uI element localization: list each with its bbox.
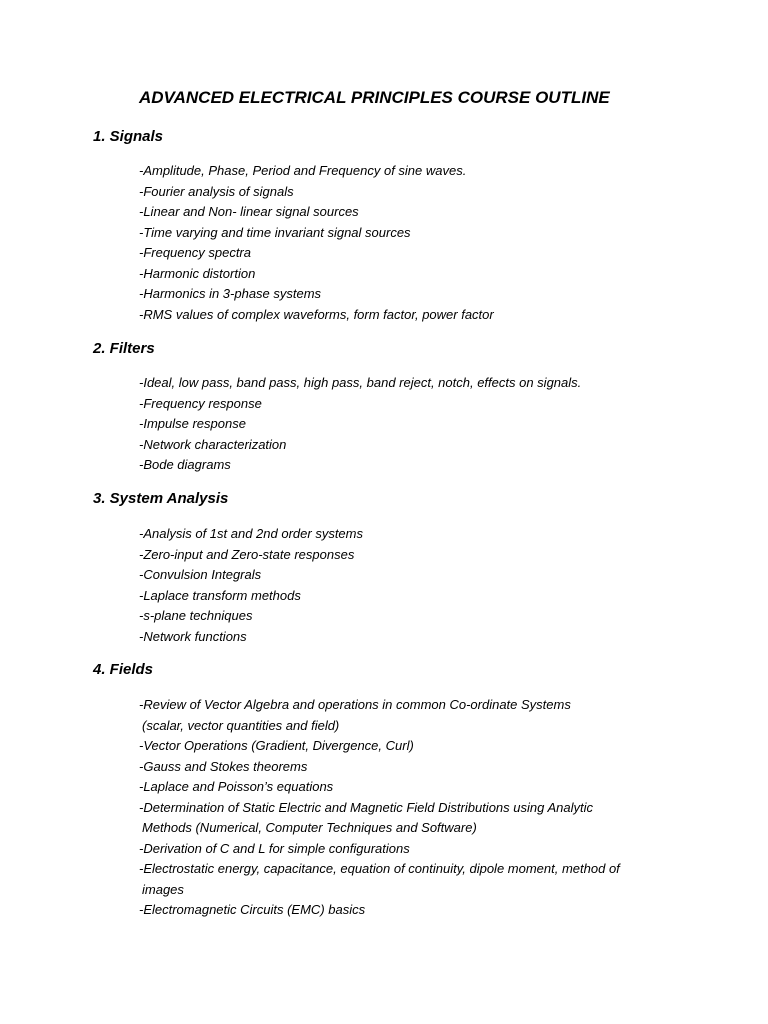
- list-item: -s-plane techniques: [139, 608, 253, 623]
- list-item: -Analysis of 1st and 2nd order systems: [139, 526, 363, 541]
- list-item: -Gauss and Stokes theorems: [139, 758, 308, 774]
- list-item: -Laplace and Poisson’s equations: [139, 779, 334, 794]
- list-item: -Network functions: [139, 628, 247, 644]
- list-item: -Vector Operations (Gradient, Divergence, Curl): [139, 738, 414, 753]
- list-item: -Electrostatic energy, capacitance, equation of continuity, dipole moment, method of: [139, 861, 620, 876]
- list-item: -Impulse response: [139, 416, 246, 431]
- list-item: -Laplace transform methods: [139, 587, 301, 603]
- section-heading-signals: 1. Signals: [93, 128, 164, 145]
- list-item: -Bode diagrams: [139, 457, 231, 472]
- list-item: -Harmonics in 3-phase systems: [139, 286, 322, 301]
- list-item: -Harmonic distortion: [139, 265, 256, 281]
- list-item: -Ideal, low pass, band pass, high pass, band reject, notch, effects on signals.: [139, 375, 582, 390]
- list-item: -Fourier analysis of signals: [139, 183, 294, 199]
- section-list-system-analysis: [139, 524, 363, 647]
- list-item-continuation: images: [142, 881, 184, 897]
- list-item: -Review of Vector Algebra and operations in common Co-ordinate Systems: [139, 697, 571, 712]
- list-item: -Electromagnetic Circuits (EMC) basics: [139, 902, 366, 917]
- section-heading-filters: 2. Filters: [93, 340, 155, 357]
- section-heading-system-analysis: 3. System Analysis: [93, 490, 229, 507]
- list-item-continuation: Methods (Numerical, Computer Techniques and Software): [142, 820, 477, 835]
- section-list-filters: [139, 373, 581, 476]
- list-item: -RMS values of complex waveforms, form factor, power factor: [139, 306, 494, 322]
- list-item: -Frequency response: [139, 395, 262, 411]
- list-item: -Frequency spectra: [139, 245, 251, 260]
- list-item-continuation: (scalar, vector quantities and field): [142, 717, 340, 733]
- document-title: ADVANCED ELECTRICAL PRINCIPLES COURSE OUTLINE: [139, 88, 610, 107]
- list-item: -Linear and Non- linear signal sources: [139, 204, 359, 219]
- list-item: -Network characterization: [139, 436, 287, 452]
- list-item: -Determination of Static Electric and Magnetic Field Distributions using Analytic: [139, 799, 593, 815]
- list-item: -Time varying and time invariant signal sources: [139, 224, 411, 240]
- section-list-signals: [139, 161, 494, 325]
- section-heading-fields: 4. Fields: [93, 661, 154, 678]
- list-item: -Amplitude, Phase, Period and Frequency of sine waves.: [139, 163, 467, 178]
- list-item: -Derivation of C and L for simple configurations: [139, 840, 410, 856]
- list-item: -Convulsion Integrals: [139, 567, 262, 582]
- list-item: -Zero-input and Zero-state responses: [139, 546, 355, 562]
- section-list-fields: [139, 695, 620, 921]
